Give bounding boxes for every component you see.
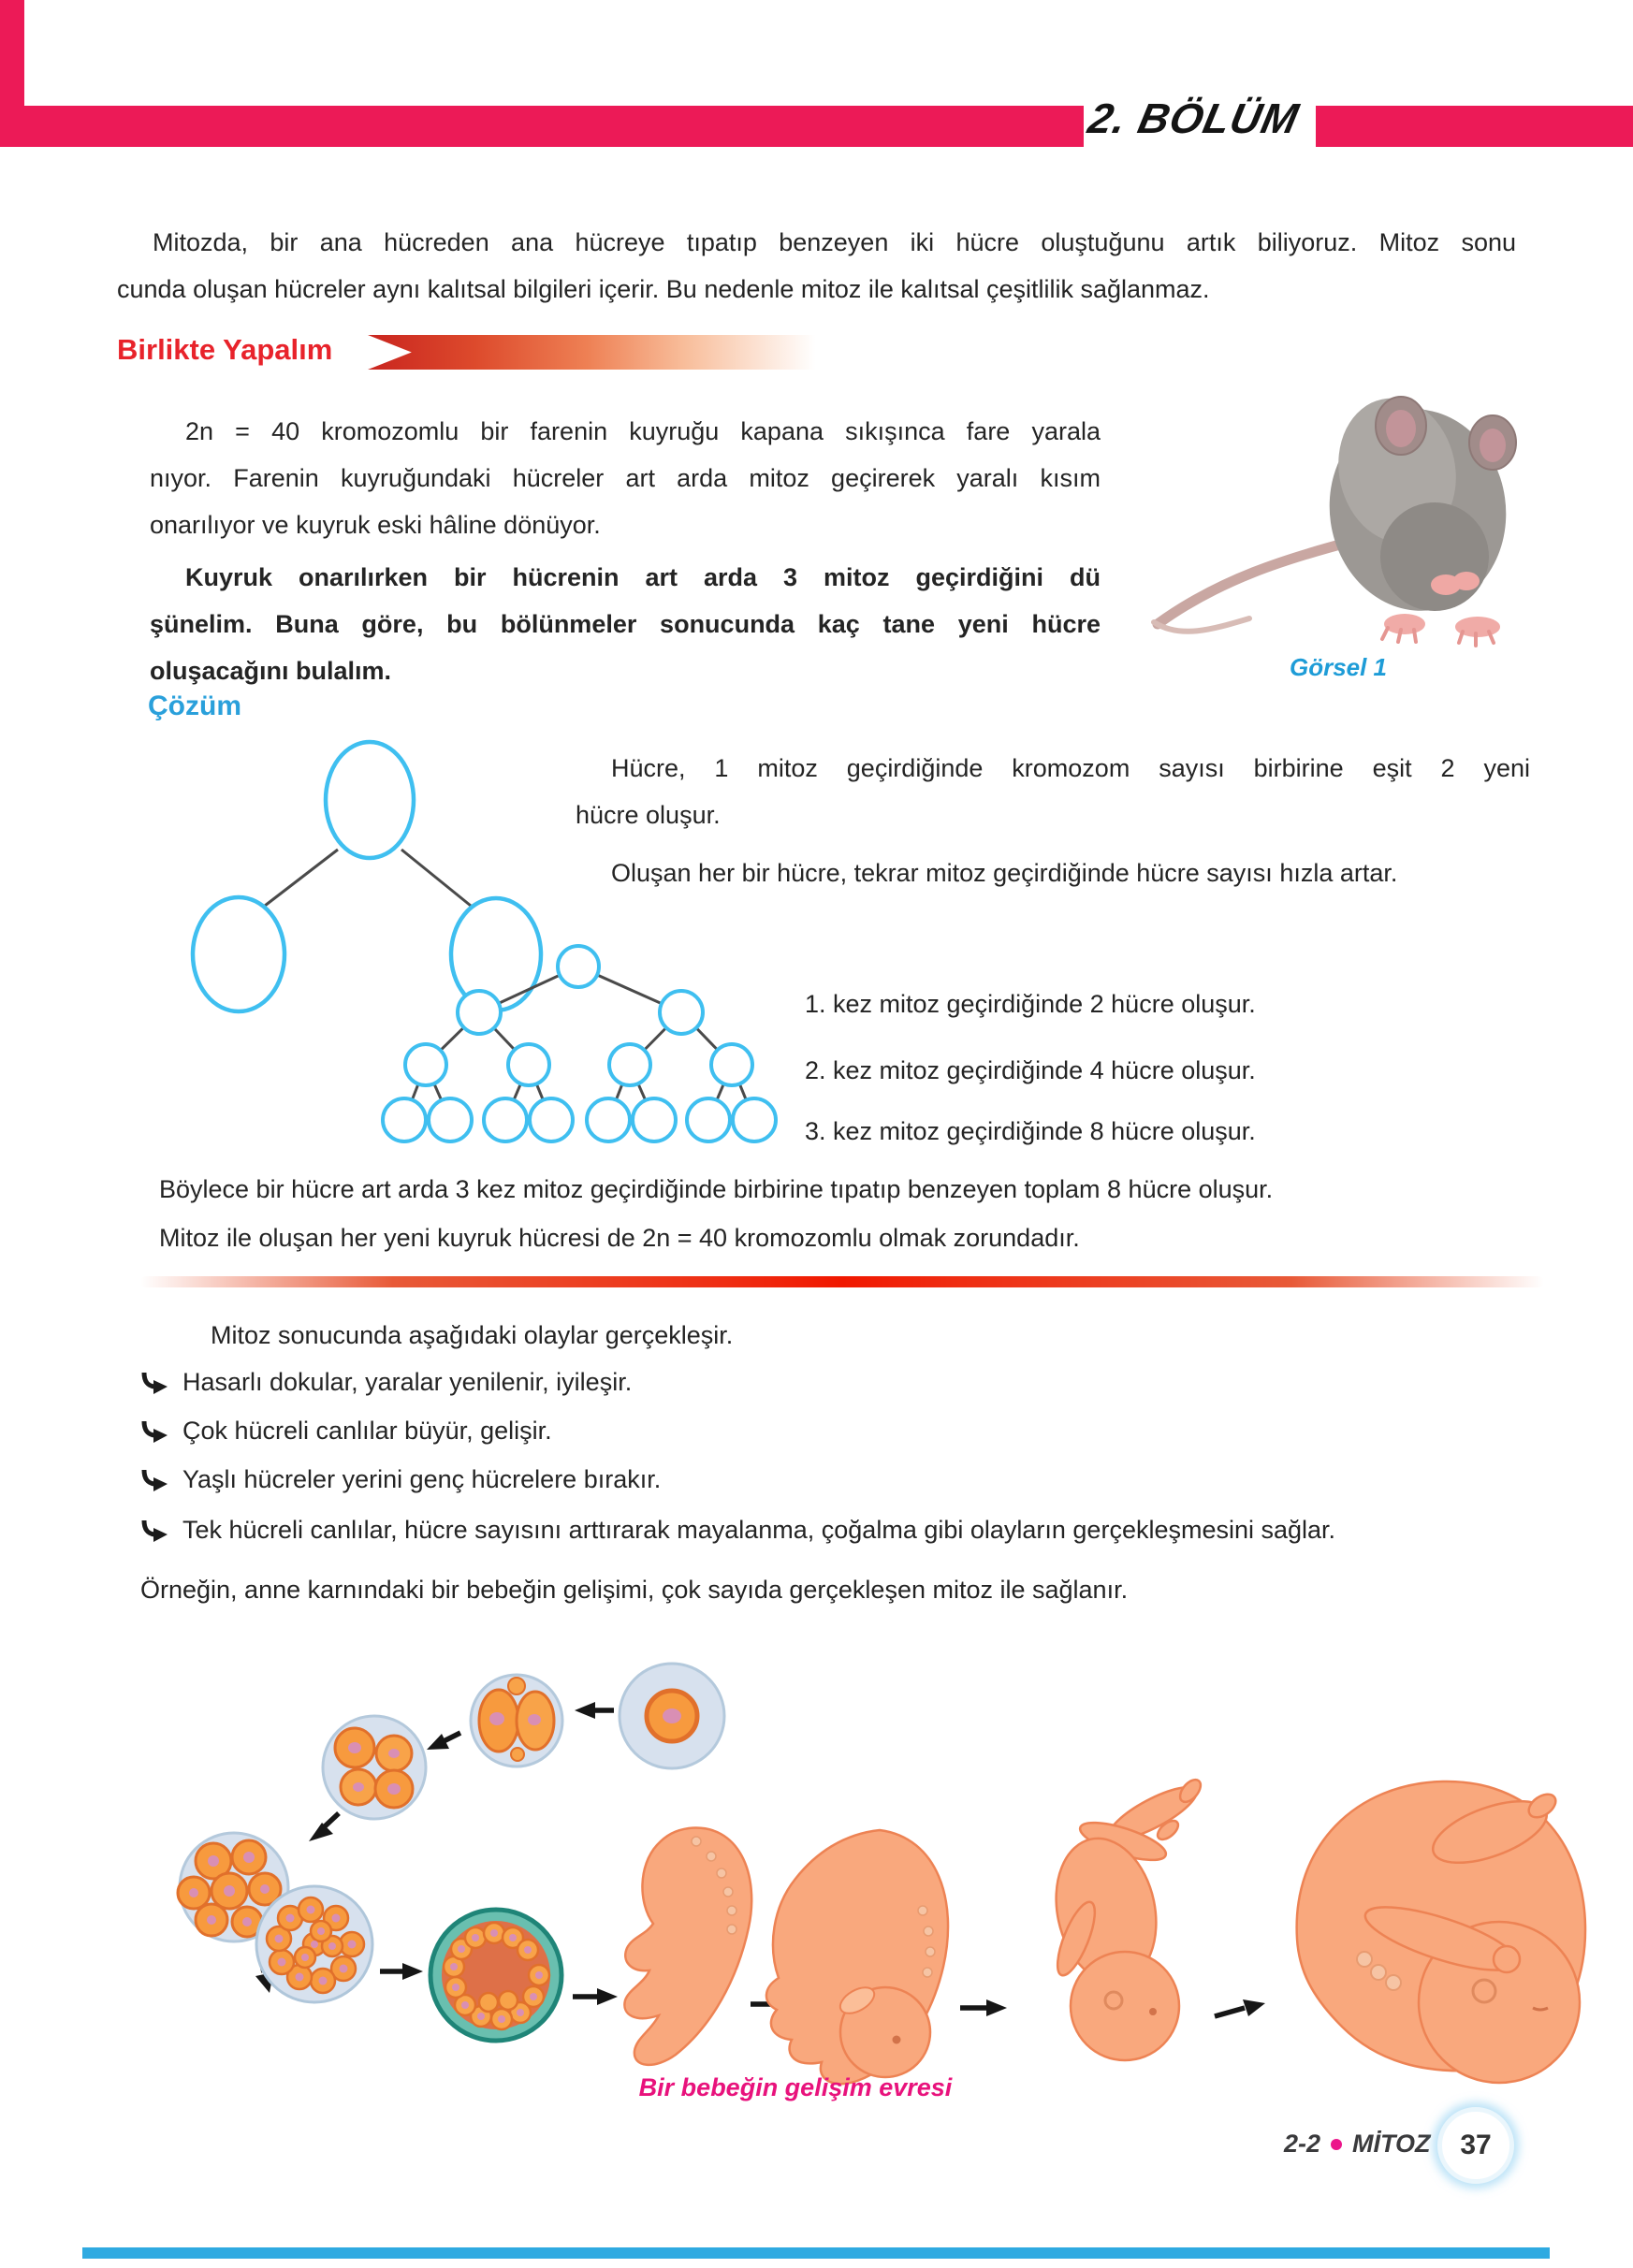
results-intro: Mitoz sonucunda aşağıdaki olaylar gerçekleşir. — [211, 1321, 734, 1349]
parent-cell-circle — [326, 742, 414, 858]
question-line-3: oluşacağını bulalım. — [150, 657, 392, 685]
header-bar-right — [1316, 106, 1633, 147]
example-sentence: Örneğin, anne karnındaki bir bebeğin gelişimi, çok sayıda gerçekleşen mitoz ile sağlanır. — [140, 1576, 1129, 1604]
problem-line-1: 2n = 40 kromozomlu bir farenin kuyruğu kapana sıkışınca fare yarala — [185, 417, 1101, 445]
expl1-line-1: Hücre, 1 mitoz geçirdiğinde kromozom sayısı birbirine eşit 2 yeni — [611, 754, 1530, 782]
chapter-heading — [1074, 84, 1314, 153]
arrow-bullet-icon — [140, 1468, 168, 1492]
stage-fetus-late — [1297, 1781, 1585, 2083]
footer-section-number: 2-2 — [1284, 2130, 1321, 2158]
arrow-bullet-icon — [140, 1519, 168, 1543]
mouse-photo — [1137, 358, 1539, 650]
intro-paragraph — [117, 219, 1516, 313]
question-line-1: Kuyruk onarılırken bir hücrenin art arda 3 mitoz geçirdiğini dü — [185, 563, 1101, 591]
stage-fetus-early — [1043, 1776, 1204, 2060]
arrow-bullet-icon — [140, 1371, 168, 1395]
list-item — [140, 1463, 1563, 1495]
stage-embryo-early — [624, 1828, 751, 2065]
list-item-text: Tek hücreli canlılar, hücre sayısını arttırarak mayalanma, çoğalma gibi olayların gerçekleşmesini sağlar. — [182, 1516, 1336, 1544]
stage-morula — [256, 1886, 372, 2002]
solution-explanation-1 — [576, 745, 1530, 838]
stage-2-cell — [471, 1675, 562, 1766]
section-title-birlikte-yapalim: Birlikte Yapalım — [117, 333, 333, 366]
daughter-cell-circle — [193, 897, 284, 1011]
list-item — [140, 1366, 1563, 1398]
list-item-text: Hasarlı dokular, yaralar yenilenir, iyileşir. — [182, 1368, 633, 1396]
solution-explanation-2: Oluşan her bir hücre, tekrar mitoz geçirdiğinde hücre sayısı hızla artar. — [611, 859, 1398, 887]
conclusion-line-2: Mitoz ile oluşan her yeni kuyruk hücresi de 2n = 40 kromozomlu olmak zorundadır. — [159, 1224, 1080, 1252]
list-item — [140, 1415, 1563, 1447]
section-title-cozum: Çözüm — [148, 691, 241, 721]
image-caption-gorsel-1: Görsel 1 — [1289, 653, 1388, 681]
question-line-2: şünelim. Buna göre, bu bölünmeler sonucunda kaç tane yeni hücre — [150, 610, 1101, 638]
page-number-badge — [1437, 2107, 1514, 2184]
page-number: 37 — [1460, 2130, 1492, 2160]
footer-dot-icon — [1331, 2139, 1342, 2150]
mitosis-step-3: 3. kez mitoz geçirdiğinde 8 hücre oluşur. — [805, 1117, 1256, 1145]
mitosis-step-2: 2. kez mitoz geçirdiğinde 4 hücre oluşur. — [805, 1056, 1256, 1084]
problem-paragraph — [150, 408, 1101, 548]
baby-development-illustration — [131, 1630, 1591, 2116]
stage-4-cell — [323, 1716, 426, 1819]
mouse-hind-foot-left — [1384, 614, 1425, 634]
intro-line-2: cunda oluşan hücreler aynı kalıtsal bilgileri içerir. Bu nedenle mitoz ile kalıtsal çeşitlilik sağlanmaz. — [117, 275, 1210, 303]
mouse-tail — [1158, 542, 1350, 624]
expl1-line-2: hücre oluşur. — [576, 801, 721, 829]
cell-circles — [383, 946, 776, 1141]
red-gradient-divider — [140, 1276, 1544, 1287]
conclusion-line-1: Böylece bir hücre art arda 3 kez mitoz geçirdiğinde birbirine tıpatıp benzeyen toplam 8 hücre oluşur. — [159, 1175, 1274, 1203]
problem-line-3: onarılıyor ve kuyruk eski hâline dönüyor. — [150, 511, 601, 539]
intro-line-1: Mitozda, bir ana hücreden ana hücreye tıpatıp benzeyen iki hücre oluştuğunu artık biliyoruz. Mitoz sonu — [153, 228, 1516, 256]
bottom-accent-bar — [82, 2247, 1550, 2259]
list-item-text: Çok hücreli canlılar büyür, gelişir. — [182, 1417, 552, 1445]
section-title-arrow-band — [368, 335, 854, 370]
mitosis-step-1: 1. kez mitoz geçirdiğinde 2 hücre oluşur. — [805, 990, 1256, 1018]
footer — [1284, 2130, 1431, 2159]
stage-zygote — [620, 1664, 724, 1768]
problem-line-2: nıyor. Farenin kuyruğundaki hücreler art arda mitoz geçirerek yaralı kısım — [150, 464, 1101, 492]
cell-division-tree-large — [370, 931, 842, 1156]
list-item-text: Yaşlı hücreler yerini genç hücrelere bırakır. — [182, 1465, 662, 1493]
development-caption: Bir bebeğin gelişim evresi — [638, 2073, 953, 2101]
header-bar-left — [0, 106, 1084, 147]
stage-blastula — [430, 1910, 561, 2041]
mouse-head — [1380, 502, 1489, 611]
arrow-bullet-icon — [140, 1419, 168, 1444]
stage-embryo-late — [766, 1830, 948, 2084]
footer-section-title: MİTOZ — [1352, 2130, 1431, 2158]
list-item — [140, 1514, 1563, 1546]
chapter-label: 2. BÖLÜM — [1085, 94, 1305, 142]
question-paragraph — [150, 554, 1101, 694]
